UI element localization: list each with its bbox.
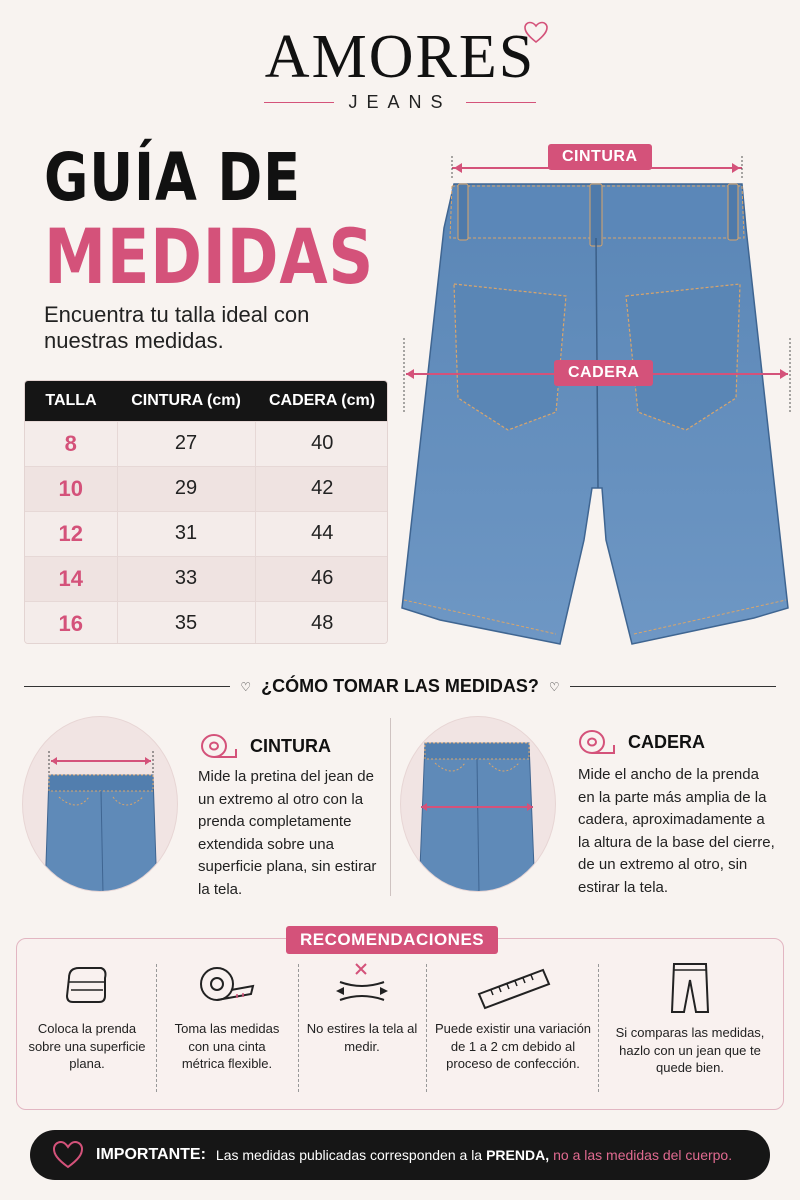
rec-item-no-stretch: [304, 960, 420, 1055]
waist-cell: 33: [117, 556, 255, 601]
size-cell: 12: [25, 511, 117, 556]
brand-sub: JEANS: [348, 92, 452, 112]
important-label: IMPORTANTE:: [96, 1146, 206, 1163]
brand-divider-right: [466, 102, 536, 103]
cintura-photo: [22, 716, 178, 892]
header-cadera: CADERA (cm): [255, 381, 388, 421]
cadera-title: CADERA: [628, 731, 706, 752]
divider: [426, 964, 427, 1092]
table-row: [25, 556, 388, 601]
important-text: Las medidas publicadas corresponden a la: [215, 1147, 483, 1163]
how-to-measure-header: [24, 676, 776, 697]
cintura-label: CINTURA: [548, 144, 652, 170]
waist-cell: 31: [117, 511, 255, 556]
divider: [570, 686, 776, 687]
size-table: [25, 381, 388, 644]
cadera-text: Mide el ancho de la prenda en la parte más amplia de la cadera, aproximadamente a la altura de la base del cierre, de un extremo al otro, sin estirar la tela.: [578, 766, 775, 896]
rec-item-flat: [26, 960, 148, 1073]
rec-item-compare: [610, 960, 770, 1077]
recommendations-title: RECOMENDACIONES: [286, 926, 498, 954]
rec-text: Si comparas las medidas, hazlo con un jean que te quede bien.: [615, 1025, 765, 1075]
size-cell: 10: [25, 466, 117, 511]
cadera-label: CADERA: [554, 360, 653, 386]
size-cell: 14: [25, 556, 117, 601]
divider: [156, 964, 157, 1092]
heart-icon: ♡: [240, 679, 252, 694]
brand-name: AMORES: [265, 22, 535, 92]
table-row: [25, 601, 388, 644]
tape-measure-icon: [195, 960, 259, 1010]
waist-cell: 35: [117, 601, 255, 644]
size-cell: 16: [25, 601, 117, 644]
shorts-body: [402, 184, 788, 644]
size-cell: 8: [25, 421, 117, 466]
cintura-heading: [200, 732, 331, 760]
page-title-line1: GUÍA DE: [44, 139, 301, 216]
heart-icon: [523, 20, 549, 44]
cintura-title: CINTURA: [250, 735, 331, 756]
page-title-line2: MEDIDAS: [44, 212, 375, 301]
hip-cell: 48: [255, 601, 388, 644]
hip-cell: 46: [255, 556, 388, 601]
no-stretch-icon: [332, 960, 392, 1010]
cadera-photo: [400, 716, 556, 892]
shorts-diagram: [396, 138, 800, 650]
important-banner: [30, 1130, 770, 1180]
size-table-frame: [24, 380, 388, 644]
waist-cell: 29: [117, 466, 255, 511]
hip-cell: 40: [255, 421, 388, 466]
tape-measure-icon: [578, 728, 618, 756]
rec-text: Coloca la prenda sobre una superficie plana.: [28, 1021, 146, 1071]
how-title: ¿CÓMO TOMAR LAS MEDIDAS?: [261, 676, 539, 696]
hip-cell: 42: [255, 466, 388, 511]
ruler-icon: [473, 960, 553, 1010]
cintura-text: Mide la pretina del jean de un extremo al otro con la prenda completamente extendida sobre una superficie plana, sin estirar la tela.: [198, 768, 377, 898]
heart-icon: ♡: [548, 679, 560, 694]
table-row: [25, 466, 388, 511]
important-highlight: no a las medidas del cuerpo.: [553, 1147, 733, 1163]
waist-cell: 27: [117, 421, 255, 466]
important-emphasis: PRENDA,: [486, 1147, 550, 1163]
rec-text: Puede existir una variación de 1 a 2 cm debido al proceso de confección.: [434, 1021, 592, 1071]
divider: [390, 718, 391, 896]
divider: [598, 964, 599, 1092]
brand-logo: [0, 22, 800, 113]
rec-item-variation: [430, 960, 596, 1073]
divider: [298, 964, 299, 1092]
rec-text: No estires la tela al medir.: [306, 1021, 418, 1054]
folded-cloth-icon: [61, 960, 113, 1010]
tape-measure-icon: [200, 732, 240, 760]
rec-item-tape: [168, 960, 286, 1073]
jeans-icon: [668, 960, 712, 1016]
page-subtitle: Encuentra tu talla ideal con nuestras medidas.: [44, 302, 310, 353]
table-row: [25, 421, 388, 466]
header-talla: TALLA: [25, 381, 117, 421]
hip-cell: 44: [255, 511, 388, 556]
heart-icon: [52, 1140, 84, 1170]
divider: [24, 686, 230, 687]
brand-divider-left: [264, 102, 334, 103]
table-row: [25, 511, 388, 556]
rec-text: Toma las medidas con una cinta métrica flexible.: [174, 1021, 280, 1071]
header-cintura: CINTURA (cm): [117, 381, 255, 421]
cadera-heading: [578, 728, 705, 756]
